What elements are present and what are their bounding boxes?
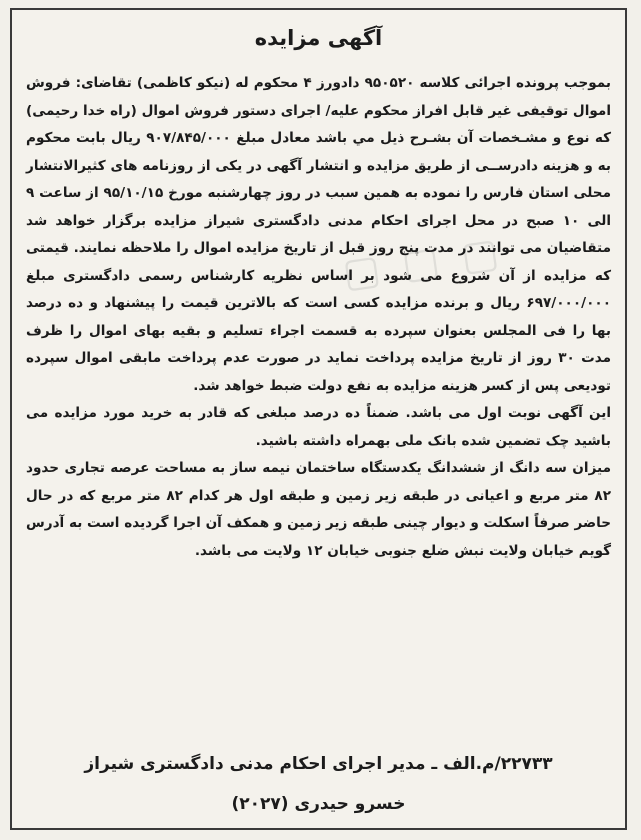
notice-paragraph-round: این آگهی نوبت اول می باشد. ضمناً ده درصد مبلغی که قادر به خرید مورد مزایده می باشید چک تضمین شده بانک ملی بهمراه داشته باشید. (26, 405, 611, 449)
notice-body (26, 70, 611, 565)
notice-signer: خسرو حیدری (۲۰۲۷) (231, 794, 406, 814)
watermark-logo: ▢ ▢ ▢ (339, 229, 506, 297)
notice-paragraph-property: میزان سه دانگ از ششدانگ یکدستگاه ساختمان نیمه ساز به مساحت عرصه تجاری حدود ۸۲ متر مربع و اعیانی در طبقه زیر زمین و طبقه اول هر کدام ۸۲ متر مربع که در حال حاضر صرفاً اسکلت و دیوار چینی طبقه زیر زمین و همکف آن اجرا گردیده است به آدرس گویم خیابان ولایت نبش ضلع جنوبی خیابان ۱۲ ولایت می باشد. (26, 460, 612, 559)
notice-footer: ۲۲۷۳۳/م.الف ـ مدیر اجرای احکام مدنی دادگستری شیراز (84, 754, 553, 774)
notice-title: آگهی مزایده (254, 26, 383, 50)
notice-paragraph-main: بموجب پرونده اجرائی کلاسه ۹۵۰۵۲۰ دادورز ۴ محکوم له (نیکو کاظمی) تقاضای: فروش اموال توقیفی غیر قابل افراز محکوم علیه/ اجرای دستور فروش اموال (راه خدا رحیمی) که نوع و مشـخصات آن بشـرح ذیل مي باشد معادل مبلغ ۹۰۷/۸۴۵/۰۰۰ ریال بابت محکوم به و هزینه دادرســی از طریق مزایده و انتشار آگهی در یکی از روزنامه های کثیرالانتشار محلی استان فارس را نموده به همین سبب در روز چهارشنبه مورخ ۹۵/۱۰/۱۵ از ساعت ۹ الی ۱۰ صبح در محل اجرای احکام مدنی دادگستری شیراز مزایده برگزار خواهد شد متقاضیان می توانند در مدت پنج روز قبل از تاریخ مزایده اموال را ملاحظه نمایند. قیمتی که مزایده از آن شروع می شود بر اساس نظریه کارشناس رسمی دادگستری مبلغ ۶۹۷/۰۰۰/۰۰۰ ریال و برنده مزایده کسی است که بالاترین قیمت را پیشنهاد و ده درصد بها را فی المجلس بعنوان سپرده به قسمت اجراء تسلیم و بقیه بهای اموال را ظرف مدت ۳۰ روز از تاریخ مزایده پرداخت نماید در صورت عدم پرداخت مابقی اموال سپرده تودیعی پس از کسر هزینه مزایده به نفع دولت ضبط خواهد شد. (26, 75, 611, 394)
notice-frame (10, 8, 627, 830)
